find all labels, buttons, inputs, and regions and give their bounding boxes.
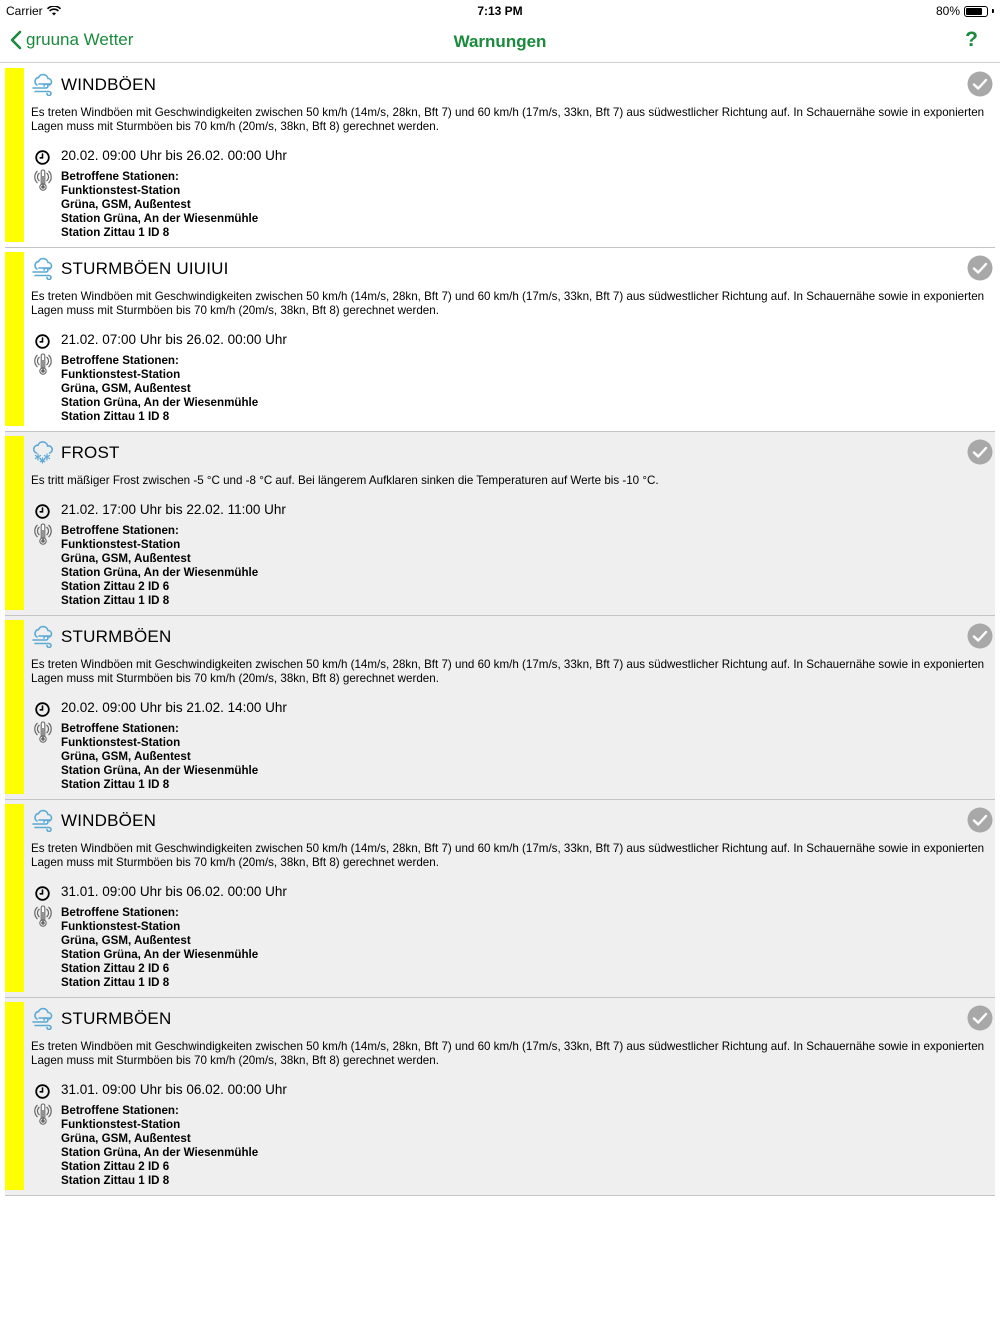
affected-stations: [61, 722, 258, 792]
warning-item[interactable]: [5, 64, 995, 248]
checkmark-icon[interactable]: [967, 255, 993, 281]
station-name: Grüna, GSM, Außentest: [61, 198, 191, 211]
navigation-bar: [0, 22, 1000, 63]
stations-label: Betroffene Stationen:: [61, 1104, 179, 1117]
station-name: Station Zittau 1 ID 8: [61, 226, 170, 239]
warning-period: 31.01. 09:00 Uhr bis 06.02. 00:00 Uhr: [61, 1082, 287, 1097]
clock: 7:13 PM: [477, 4, 523, 18]
station-name: Station Grüna, An der Wiesenmühle: [61, 948, 259, 961]
warning-level-bar: [5, 252, 24, 426]
station-name: Station Zittau 1 ID 8: [61, 1174, 170, 1187]
station-name: Station Zittau 2 ID 6: [61, 1160, 170, 1173]
clock-icon: [35, 702, 50, 717]
station-name: Station Grüna, An der Wiesenmühle: [61, 1146, 259, 1159]
station-name: Grüna, GSM, Außentest: [61, 552, 191, 565]
warning-item[interactable]: [5, 616, 995, 800]
station-name: Funktionstest-Station: [61, 736, 181, 749]
status-bar: [0, 0, 1000, 22]
weather-station-icon: [33, 720, 53, 744]
warning-period: 31.01. 09:00 Uhr bis 06.02. 00:00 Uhr: [61, 884, 287, 899]
station-name: Funktionstest-Station: [61, 1118, 181, 1131]
stations-label: Betroffene Stationen:: [61, 524, 179, 537]
warning-level-bar: [5, 620, 24, 794]
help-button[interactable]: ?: [965, 28, 978, 51]
stations-label: Betroffene Stationen:: [61, 906, 179, 919]
affected-stations: [61, 1104, 258, 1188]
warning-description: Es treten Windböen mit Geschwindigkeiten zwischen 50 km/h (14m/s, 28kn, Bft 7) und 60 km/h (17m/s, 33kn, Bft 7) aus südwestlicher Richtung auf. In Schauernähe sowie in exponierten Lagen muss mit Sturmböen bis 70 km/h (20m/s, 38kn, Bft 8) gerechnet werden.: [31, 290, 985, 317]
warning-item[interactable]: [5, 800, 995, 998]
station-name: Station Zittau 1 ID 8: [61, 976, 170, 989]
warning-list: [0, 64, 1000, 1196]
warning-period: 20.02. 09:00 Uhr bis 21.02. 14:00 Uhr: [61, 700, 287, 715]
battery-icon: [964, 6, 988, 17]
station-name: Station Zittau 2 ID 6: [61, 962, 170, 975]
stations-label: Betroffene Stationen:: [61, 722, 179, 735]
checkmark-icon[interactable]: [967, 439, 993, 465]
warning-period: 20.02. 09:00 Uhr bis 26.02. 00:00 Uhr: [61, 148, 287, 163]
clock-icon: [35, 504, 50, 519]
station-name: Funktionstest-Station: [61, 184, 181, 197]
carrier-label: Carrier: [6, 4, 43, 18]
checkmark-icon[interactable]: [967, 807, 993, 833]
clock-icon: [35, 886, 50, 901]
warning-item[interactable]: [5, 432, 995, 616]
battery-indicator: [936, 4, 994, 18]
warning-level-bar: [5, 436, 24, 610]
warning-level-bar: [5, 1002, 24, 1190]
warning-title: STURMBÖEN: [61, 627, 172, 646]
wind-cloud-icon: [31, 624, 55, 648]
station-name: Station Zittau 1 ID 8: [61, 778, 170, 791]
warning-title: FROST: [61, 443, 120, 462]
wind-cloud-icon: [31, 808, 55, 832]
warning-description: Es treten Windböen mit Geschwindigkeiten zwischen 50 km/h (14m/s, 28kn, Bft 7) und 60 km/h (17m/s, 33kn, Bft 7) aus südwestlicher Richtung auf. In Schauernähe sowie in exponierten Lagen muss mit Sturmböen bis 70 km/h (20m/s, 38kn, Bft 8) gerechnet werden.: [31, 1040, 985, 1067]
station-name: Funktionstest-Station: [61, 538, 181, 551]
station-name: Funktionstest-Station: [61, 368, 181, 381]
warning-item[interactable]: [5, 998, 995, 1196]
clock-icon: [35, 1084, 50, 1099]
warning-title: STURMBÖEN: [61, 1009, 172, 1028]
warning-item[interactable]: [5, 248, 995, 432]
warning-description: Es treten Windböen mit Geschwindigkeiten zwischen 50 km/h (14m/s, 28kn, Bft 7) und 60 km/h (17m/s, 33kn, Bft 7) aus südwestlicher Richtung auf. In Schauernähe sowie in exponierten Lagen muss mit Sturmböen bis 70 km/h (20m/s, 38kn, Bft 8) gerechnet werden.: [31, 106, 985, 133]
battery-level: [966, 8, 982, 15]
station-name: Station Grüna, An der Wiesenmühle: [61, 764, 259, 777]
station-name: Funktionstest-Station: [61, 920, 181, 933]
warning-title: WINDBÖEN: [61, 75, 157, 94]
checkmark-icon[interactable]: [967, 623, 993, 649]
station-name: Station Zittau 2 ID 6: [61, 580, 170, 593]
wind-cloud-icon: [31, 72, 55, 96]
frost-cloud-icon: [31, 440, 55, 464]
warning-period: 21.02. 07:00 Uhr bis 26.02. 00:00 Uhr: [61, 332, 287, 347]
battery-tip: [992, 9, 994, 13]
clock-icon: [35, 150, 50, 165]
weather-station-icon: [33, 352, 53, 376]
warning-description: Es tritt mäßiger Frost zwischen -5 °C und -8 °C auf. Bei längerem Aufklaren sinken die Temperaturen auf Werte bis -10 °C.: [31, 474, 659, 487]
checkmark-icon[interactable]: [967, 71, 993, 97]
battery-percent: 80%: [935, 4, 960, 18]
station-name: Station Grüna, An der Wiesenmühle: [61, 396, 259, 409]
warning-description: Es treten Windböen mit Geschwindigkeiten zwischen 50 km/h (14m/s, 28kn, Bft 7) und 60 km/h (17m/s, 33kn, Bft 7) aus südwestlicher Richtung auf. In Schauernähe sowie in exponierten Lagen muss mit Sturmböen bis 70 km/h (20m/s, 38kn, Bft 8) gerechnet werden.: [31, 842, 985, 869]
station-name: Grüna, GSM, Außentest: [61, 1132, 191, 1145]
station-name: Grüna, GSM, Außentest: [61, 934, 191, 947]
affected-stations: [61, 354, 258, 424]
affected-stations: [61, 524, 258, 608]
weather-station-icon: [33, 904, 53, 928]
station-name: Station Zittau 1 ID 8: [61, 594, 170, 607]
warning-description: Es treten Windböen mit Geschwindigkeiten zwischen 50 km/h (14m/s, 28kn, Bft 7) und 60 km/h (17m/s, 33kn, Bft 7) aus südwestlicher Richtung auf. In Schauernähe sowie in exponierten Lagen muss mit Sturmböen bis 70 km/h (20m/s, 38kn, Bft 8) gerechnet werden.: [31, 658, 985, 685]
warning-title: STURMBÖEN UIUIUI: [61, 259, 229, 278]
page-title: Warnungen: [453, 32, 547, 51]
clock-icon: [35, 334, 50, 349]
wind-cloud-icon: [31, 1006, 55, 1030]
stations-label: Betroffene Stationen:: [61, 170, 179, 183]
warning-level-bar: [5, 68, 24, 242]
station-name: Station Grüna, An der Wiesenmühle: [61, 566, 259, 579]
affected-stations: [61, 170, 258, 240]
weather-station-icon: [33, 168, 53, 192]
back-button-label: gruuna Wetter: [26, 30, 134, 49]
checkmark-icon[interactable]: [967, 1005, 993, 1031]
station-name: Station Zittau 1 ID 8: [61, 410, 170, 423]
stations-label: Betroffene Stationen:: [61, 354, 179, 367]
station-name: Grüna, GSM, Außentest: [61, 750, 191, 763]
weather-station-icon: [33, 522, 53, 546]
warning-title: WINDBÖEN: [61, 811, 157, 830]
warning-period: 21.02. 17:00 Uhr bis 22.02. 11:00 Uhr: [61, 502, 286, 517]
affected-stations: [61, 906, 258, 990]
warning-level-bar: [5, 804, 24, 992]
station-name: Grüna, GSM, Außentest: [61, 382, 191, 395]
station-name: Station Grüna, An der Wiesenmühle: [61, 212, 259, 225]
weather-station-icon: [33, 1102, 53, 1126]
wind-cloud-icon: [31, 256, 55, 280]
